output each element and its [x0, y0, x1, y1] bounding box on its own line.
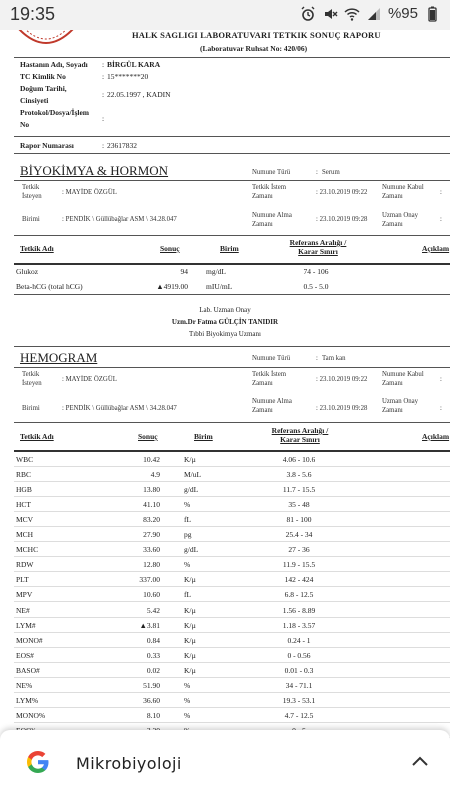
colon: :	[102, 60, 105, 69]
test-reference: 11.9 - 15.5	[282, 560, 316, 570]
patient-label: Cinsiyeti	[20, 96, 49, 105]
patient-row	[14, 84, 450, 96]
colon: :	[102, 114, 105, 123]
test-name: Beta-hCG (total hCG)	[16, 282, 83, 291]
patient-label: TC Kimlik No	[20, 72, 66, 81]
test-name: HCT	[16, 500, 31, 510]
google-g-icon[interactable]	[24, 748, 52, 776]
doctor-title: Tıbbi Biyokimya Uzmanı	[189, 330, 261, 338]
row-divider	[14, 511, 450, 512]
test-unit: mIU/mL	[206, 282, 233, 291]
ministry-logo-icon	[14, 30, 78, 50]
take-time-label: Numune Alma Zamanı	[252, 212, 292, 228]
patient-name: BİRGÜL KARA	[107, 60, 161, 69]
request-time-label: Tetkik İstem Zamanı	[252, 184, 287, 200]
colon: :	[102, 141, 105, 150]
test-name: MONO#	[16, 635, 43, 645]
divider	[14, 180, 450, 181]
divider	[14, 153, 450, 154]
colon: :	[440, 376, 442, 383]
test-result: 12.80	[143, 560, 160, 570]
col-unit: Birim	[220, 244, 239, 253]
divider	[14, 235, 450, 236]
wifi-icon	[344, 6, 360, 22]
row-divider	[14, 526, 450, 527]
test-unit: K/µ	[184, 635, 196, 645]
test-reference: 1.18 - 3.57	[282, 620, 316, 630]
status-bar	[0, 0, 450, 30]
test-result: 36.60	[143, 695, 160, 705]
test-unit: %	[184, 710, 191, 720]
test-unit: %	[184, 560, 191, 570]
mute-icon	[322, 6, 338, 22]
test-name: PLT	[16, 575, 29, 585]
request-time: : 23.10.2019 09:22	[316, 189, 368, 196]
row-divider	[14, 586, 450, 587]
patient-row	[14, 72, 450, 84]
take-time: : 23.10.2019 09:28	[316, 216, 368, 223]
test-result: 5.42	[146, 605, 160, 615]
search-sheet[interactable]	[0, 730, 450, 800]
colon: :	[440, 189, 442, 196]
patient-label: Hastanın Adı, Soyadı	[20, 60, 88, 69]
row-divider	[14, 647, 450, 648]
test-name: EOS#	[16, 650, 34, 660]
colon: :	[316, 355, 318, 362]
test-reference: 6.8 - 12.5	[284, 590, 314, 600]
col-ref: Referans Aralığı / Karar Sınırı	[271, 426, 329, 444]
test-unit: pg	[184, 530, 192, 540]
test-name: NE#	[16, 605, 30, 615]
sample-type: Tam kan	[322, 355, 346, 362]
test-name: MCHC	[16, 545, 39, 555]
patient-row	[14, 120, 450, 132]
colon: :	[440, 405, 442, 412]
col-unit: Birim	[194, 432, 213, 441]
doctor-name: Uzm.Dr Fatma GÜLÇİN TANIDIR	[171, 318, 279, 326]
row-divider	[14, 541, 450, 542]
unit-label: Birimi	[22, 216, 40, 223]
col-note: Açıklam	[422, 244, 450, 253]
test-unit: K/µ	[184, 605, 196, 615]
test-reference: 25.4 - 34	[285, 530, 313, 540]
test-result: 337.00	[139, 575, 160, 585]
divider	[14, 346, 450, 347]
section-title-biochem: BİYOKİMYA & HORMON	[20, 163, 169, 178]
test-reference: 34 - 71.1	[285, 680, 313, 690]
row-divider	[14, 601, 450, 602]
report-title: HALK SAGLIGI LABORATUVARI TETKIK SONUÇ RAPORU	[132, 30, 381, 40]
row-divider	[14, 481, 450, 482]
patient-birth: 22.05.1997 , KADIN	[107, 90, 171, 99]
test-name: Glukoz	[16, 267, 39, 276]
patient-row	[14, 108, 450, 123]
row-divider	[14, 722, 450, 723]
test-result: 41.10	[143, 500, 160, 510]
test-unit: %	[184, 680, 191, 690]
test-result: 33.60	[143, 545, 160, 555]
test-result: 8.10	[146, 710, 160, 720]
test-name: BASO#	[16, 665, 40, 675]
test-name: MONO%	[16, 710, 46, 720]
patient-label: Protokol/Dosya/İşlem	[20, 108, 90, 117]
row-divider	[14, 571, 450, 572]
test-reference: 0.24 - 1	[287, 635, 311, 645]
test-reference: 3.8 - 5.6	[286, 470, 312, 480]
col-result: Sonuç	[160, 244, 180, 253]
divider	[14, 450, 450, 452]
test-result: 94	[180, 267, 188, 276]
alarm-icon	[300, 6, 316, 22]
col-test: Tetkik Adı	[20, 244, 54, 253]
col-note: Açıklam	[422, 432, 450, 441]
unit-label: Birimi	[22, 405, 40, 412]
test-name: RBC	[16, 470, 32, 480]
accept-time-label: Numune Kabul Zamanı	[382, 184, 424, 200]
test-reference: 0.5 - 5.0	[303, 282, 329, 291]
test-unit: fL	[184, 515, 192, 525]
requester: : MAYİDE ÖZGÜL	[62, 376, 117, 383]
test-unit: %	[184, 500, 191, 510]
test-unit: g/dL	[184, 485, 199, 495]
request-time: : 23.10.2019 09:22	[316, 376, 368, 383]
row-divider	[14, 707, 450, 708]
test-reference: 35 - 48	[288, 500, 310, 510]
test-result: 10.60	[143, 590, 160, 600]
test-result: 0.02	[146, 665, 160, 675]
test-name: NE%	[16, 680, 33, 690]
test-reference: 0 - 0.56	[287, 650, 311, 660]
battery-percent: %95	[387, 5, 418, 22]
test-name: HGB	[16, 485, 32, 495]
colon: :	[102, 90, 105, 99]
test-unit: K/µ	[184, 575, 196, 585]
divider	[14, 136, 450, 137]
lab-report[interactable]	[0, 30, 450, 750]
test-reference: 19.3 - 53.1	[282, 695, 316, 705]
col-test: Tetkik Adı	[20, 432, 54, 441]
test-reference: 74 - 106	[303, 267, 329, 276]
test-name: RDW	[16, 560, 34, 570]
take-time: : 23.10.2019 09:28	[316, 405, 368, 412]
approve-time-label: Uzman Onay Zamanı	[382, 398, 419, 414]
test-name: MPV	[16, 590, 33, 600]
test-reference: 4.06 - 10.6	[282, 455, 316, 464]
divider	[14, 422, 450, 423]
test-result: 51.90	[143, 680, 160, 690]
test-unit: K/µ	[184, 455, 196, 464]
test-result: ▲4919.00	[156, 282, 188, 291]
sample-type-label: Numune Türü	[252, 169, 291, 176]
patient-row	[14, 90, 450, 108]
test-unit: g/dL	[184, 545, 199, 555]
patient-label: Doğum Tarihi,	[20, 84, 67, 93]
test-name: MCV	[16, 515, 34, 525]
test-unit: mg/dL	[206, 267, 226, 276]
row-divider	[14, 632, 450, 633]
unit-value: : PENDİK \ Güllübağlar ASM \ 34.28.047	[62, 405, 177, 412]
sample-type-label: Numune Türü	[252, 355, 291, 362]
patient-row	[14, 60, 450, 72]
test-reference: 4.7 - 12.5	[284, 710, 314, 720]
test-result: 0.84	[146, 635, 160, 645]
patient-tc: 15*******20	[107, 72, 149, 81]
test-unit: %	[184, 695, 191, 705]
row-divider	[14, 692, 450, 693]
status-icons	[300, 5, 440, 22]
report-license: (Laboratuvar Ruhsat No: 420/06)	[200, 44, 308, 53]
test-name: LYM%	[16, 695, 39, 705]
row-divider	[14, 466, 450, 467]
request-time-label: Tetkik İstem Zamanı	[252, 371, 287, 387]
requester: : MAYİDE ÖZGÜL	[62, 189, 117, 196]
report-no: 23617832	[107, 141, 137, 150]
test-unit: K/µ	[184, 665, 196, 675]
test-reference: 1.56 - 8.89	[282, 605, 316, 615]
test-name: WBC	[16, 455, 34, 464]
requester-label: Tetkik İsteyen	[22, 371, 42, 387]
divider	[14, 57, 450, 58]
test-result: 13.80	[143, 485, 160, 495]
test-result: 0.33	[146, 650, 160, 660]
status-time: 19:35	[10, 4, 56, 24]
row-divider	[14, 496, 450, 497]
test-result: 10.42	[143, 455, 160, 464]
approve-time-label: Uzman Onay Zamanı	[382, 212, 419, 228]
unit-value: : PENDİK \ Güllübağlar ASM \ 34.28.047	[62, 216, 177, 223]
accept-time-label: Numune Kabul Zamanı	[382, 371, 424, 387]
section-title-hemogram: HEMOGRAM	[20, 350, 98, 365]
test-reference: 0.01 - 0.3	[284, 665, 314, 675]
divider	[14, 367, 450, 368]
approval-text: Lab. Uzman Onay	[199, 306, 251, 314]
test-unit: K/µ	[184, 620, 196, 630]
chevron-up-icon[interactable]	[412, 756, 428, 766]
search-query[interactable]: Mikrobiyoloji	[76, 754, 182, 773]
test-unit: M/uL	[184, 470, 202, 480]
test-unit: fL	[184, 590, 192, 600]
row-divider	[14, 617, 450, 618]
requester-label: Tetkik İsteyen	[22, 184, 42, 200]
report-no-label: Rapor Numarası	[20, 141, 74, 150]
colon: :	[440, 216, 442, 223]
test-name: MCH	[16, 530, 34, 540]
battery-icon	[424, 6, 440, 22]
take-time-label: Numune Alma Zamanı	[252, 398, 292, 414]
patient-label: No	[20, 120, 30, 129]
test-result: 83.20	[143, 515, 160, 525]
row-divider	[14, 662, 450, 663]
col-result: Sonuç	[138, 432, 158, 441]
test-reference: 142 - 424	[284, 575, 314, 585]
test-result: 4.9	[150, 470, 160, 480]
test-unit: K/µ	[184, 650, 196, 660]
patient-info	[14, 60, 450, 132]
test-name: LYM#	[16, 620, 36, 630]
row-divider	[14, 556, 450, 557]
colon: :	[316, 169, 318, 176]
colon: :	[102, 72, 105, 81]
test-result: ▲3.81	[139, 620, 160, 630]
row-divider	[14, 677, 450, 678]
test-result: 27.90	[143, 530, 160, 540]
col-ref: Referans Aralığı / Karar Sınırı	[289, 238, 347, 256]
test-reference: 27 - 36	[288, 545, 310, 555]
test-reference: 81 - 100	[286, 515, 312, 525]
divider	[14, 263, 450, 265]
signal-icon	[366, 6, 382, 22]
divider	[14, 294, 450, 295]
sample-type: Serum	[322, 169, 340, 176]
test-reference: 11.7 - 15.5	[282, 485, 316, 495]
